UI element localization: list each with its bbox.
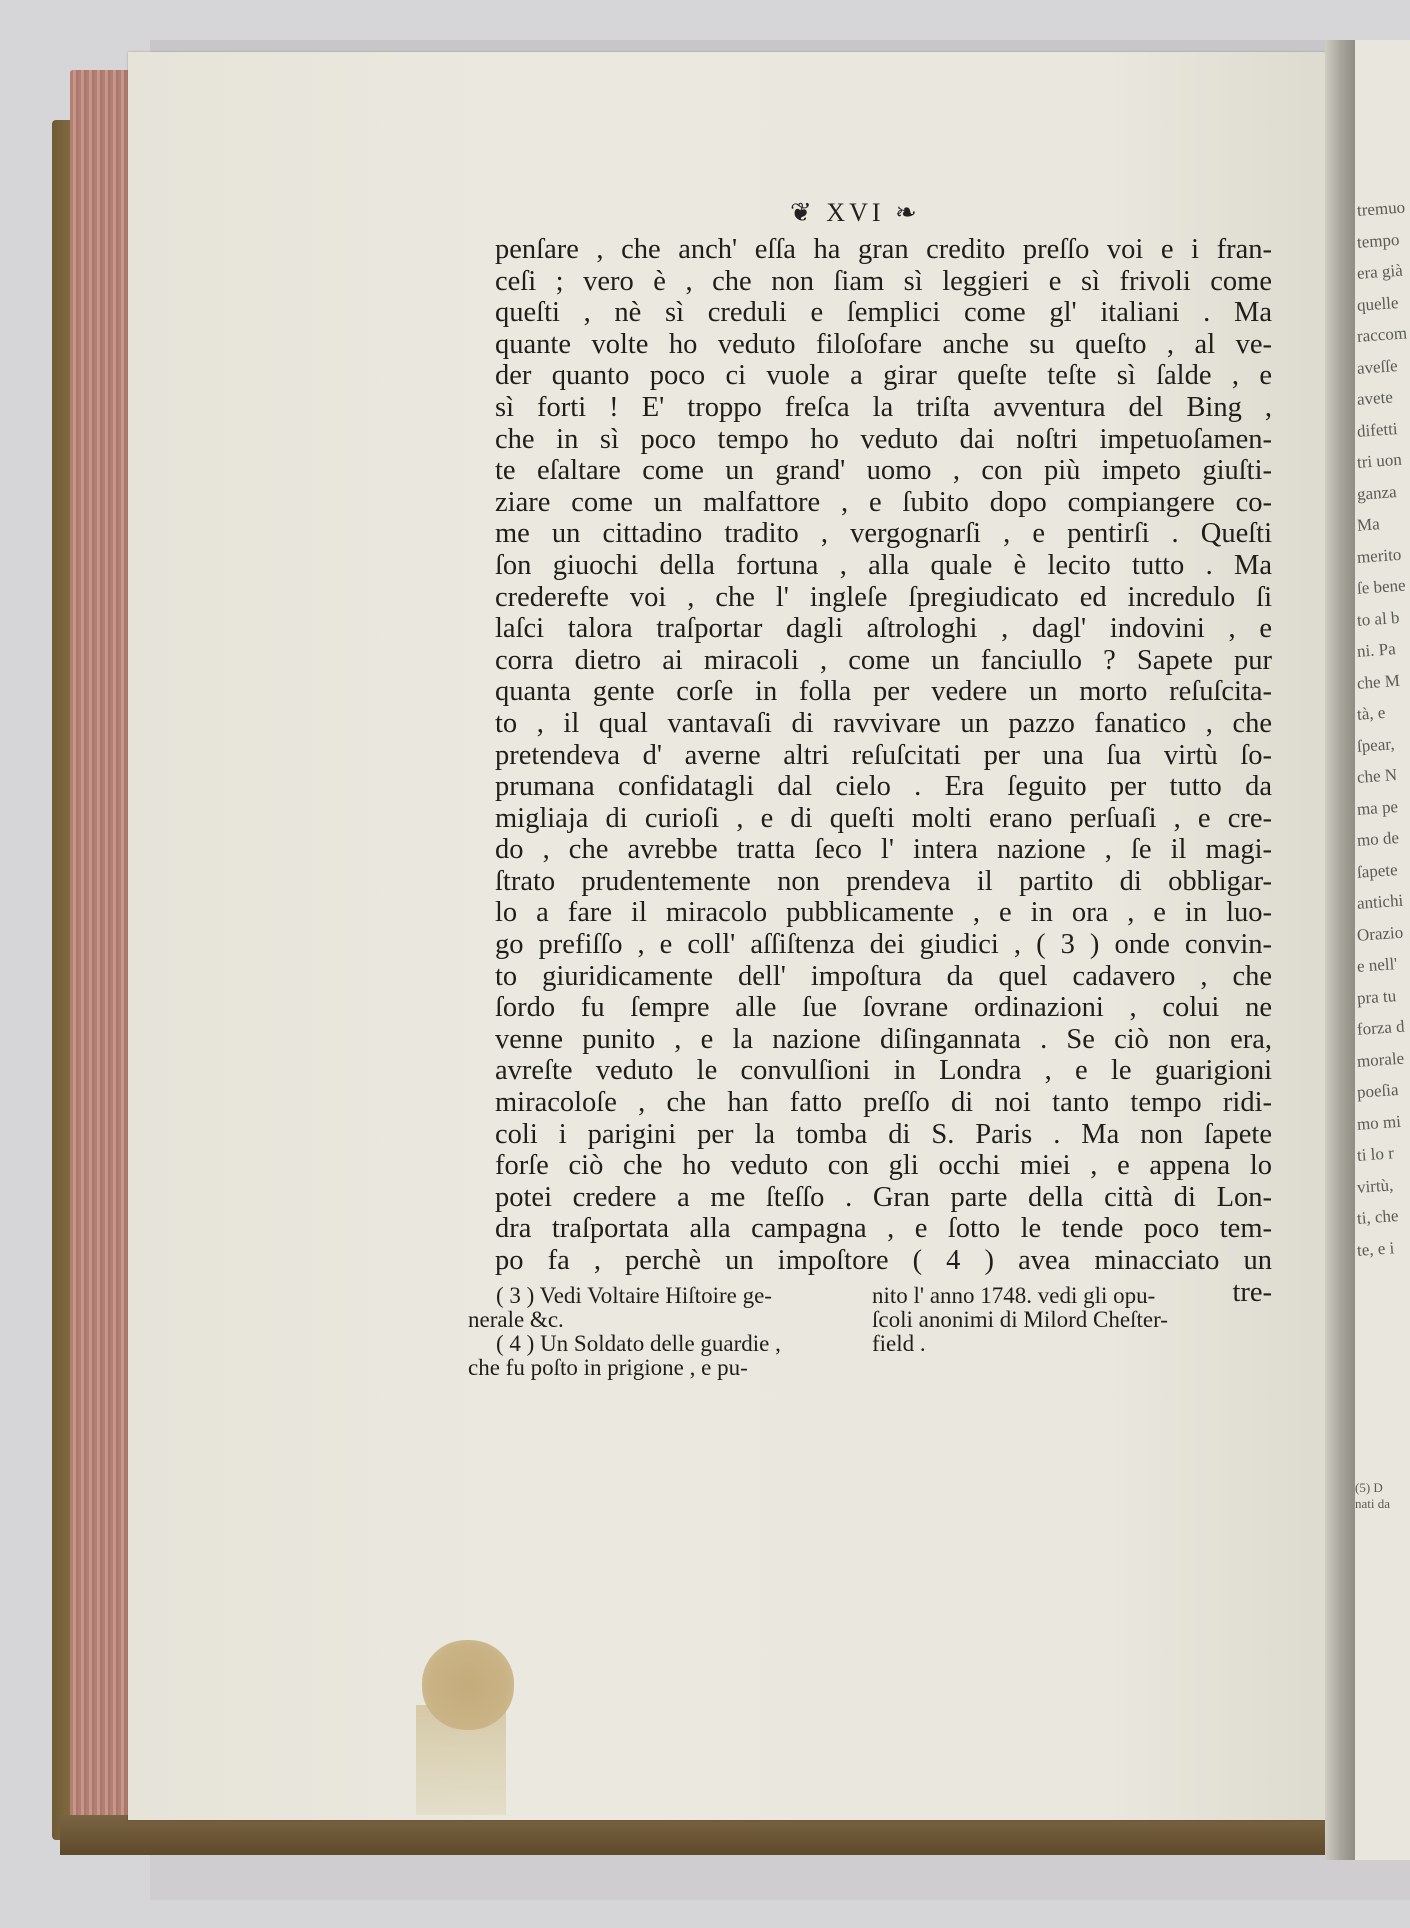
facing-page-line: avete <box>1356 387 1394 409</box>
fleuron-left-icon: ❦ <box>790 198 816 227</box>
body-line: venne punito , e la nazione diſingannata . Se ciò non era, <box>495 1023 1272 1055</box>
facing-page-line: ma pe <box>1356 796 1399 819</box>
facing-page-line: Ma <box>1356 514 1381 535</box>
body-line: me un cittadino tradito , vergognarſi , e pentirſi . Queſti <box>495 518 1272 550</box>
facing-page-line: che N <box>1356 765 1398 787</box>
body-line: queſti , nè sì creduli e ſemplici come gl' italiani . Ma <box>495 297 1272 329</box>
fleuron-right-icon: ❧ <box>895 198 921 227</box>
footnote-line: nito l' anno 1748. vedi gli opu- <box>872 1283 1156 1308</box>
facing-footnote-line: (5) D <box>1355 1480 1383 1495</box>
facing-page-line: raccom <box>1356 323 1408 346</box>
facing-page-line: e nell' <box>1356 954 1398 976</box>
facing-page-line: tremuo <box>1356 197 1406 220</box>
book-gutter <box>1325 40 1355 1860</box>
body-line: sì forti ! E' troppo freſca la triſta avventura del Bing , <box>495 391 1272 423</box>
body-line: quanta gente corſe in folla per vedere un morto reſuſcita- <box>495 676 1272 708</box>
facing-page-line: ſe bene <box>1356 575 1407 598</box>
body-line: coli i parigini per la tomba di S. Paris . Ma non ſapete <box>495 1118 1272 1150</box>
body-line: miracoloſe , che han fatto preſſo di noi tanto tempo ridi- <box>495 1087 1272 1119</box>
facing-page-line: ganza <box>1356 481 1398 504</box>
facing-page-line: pra tu <box>1356 985 1397 1008</box>
body-line: ziare come un malfattore , e ſubito dopo compiangere co- <box>495 486 1272 518</box>
body-line: dra traſportata alla campagna , e ſotto le tende poco tem- <box>495 1213 1272 1245</box>
facing-page-line: aveſſe <box>1356 355 1399 378</box>
body-line: forſe ciò che ho veduto con gli occhi miei , e appena lo <box>495 1150 1272 1182</box>
body-line: to , il qual vantavaſi di ravvivare un pazzo fanatico , che <box>495 707 1272 739</box>
facing-footnote-line: nati da <box>1355 1496 1391 1511</box>
facing-page-line: tà, e <box>1356 702 1386 724</box>
body-line: avreſte veduto le convulſioni in Londra , e le guarigioni <box>495 1055 1272 1087</box>
facing-page-line: quelle <box>1356 292 1400 315</box>
body-line: ſtrato prudentemente non prendeva il partito di obbligar- <box>495 865 1272 897</box>
facing-page-line: te, e i <box>1356 1237 1395 1260</box>
facing-page <box>1355 40 1410 1860</box>
body-line: che in sì poco tempo ho veduto dai noſtri impetuoſamen- <box>495 423 1272 455</box>
footnotes-left-column <box>468 1284 858 1380</box>
page-edges <box>70 70 132 1830</box>
body-line: corra dietro ai miracoli , come un fanciullo ? Sapete pur <box>495 644 1272 676</box>
facing-page-line: morale <box>1356 1048 1405 1071</box>
facing-page-line: virtù, <box>1356 1174 1394 1197</box>
footnote-line: ( 3 ) Vedi Voltaire Hiſtoire ge- <box>496 1283 772 1308</box>
footnote-line: nerale &c. <box>468 1307 564 1332</box>
footnotes-right-column <box>872 1284 1272 1356</box>
facing-page-text <box>1355 195 1407 1266</box>
facing-page-footnote <box>1355 1480 1390 1512</box>
facing-page-line: tempo <box>1356 229 1401 252</box>
body-line: go prefiſſo , e coll' aſſiſtenza dei giudici , ( 3 ) onde convin- <box>495 929 1272 961</box>
facing-page-line: antichi <box>1356 890 1404 913</box>
footnote-line: field . <box>872 1331 926 1356</box>
footnote-line: che fu poſto in prigione , e pu- <box>468 1355 748 1380</box>
facing-page-line: che M <box>1356 670 1401 693</box>
facing-page-line: ſpear, <box>1356 733 1396 756</box>
facing-page-line: ti, che <box>1356 1205 1400 1228</box>
footnote-line: ( 4 ) Un Soldato delle guardie , <box>496 1331 781 1356</box>
body-line: der quanto poco ci vuole a girar queſte teſte sì ſalde , e <box>495 360 1272 392</box>
body-line: penſare , che anch' eſſa ha gran credito preſſo voi e i fran- <box>495 234 1272 265</box>
body-line: ceſi ; vero è , che non ſiam sì leggieri e sì frivoli come <box>495 265 1272 297</box>
book-cover-bottom <box>60 1815 1350 1855</box>
body-line: potei credere a me ſteſſo . Gran parte della città di Lon- <box>495 1181 1272 1213</box>
facing-page-line: merito <box>1356 544 1402 567</box>
body-text <box>495 234 1272 1308</box>
facing-page-line: mo mi <box>1356 1111 1402 1134</box>
facing-page-line: to al b <box>1356 607 1401 630</box>
body-line: migliaja di curioſi , e di queſti molti erano perſuaſi , e cre- <box>495 802 1272 834</box>
body-line: po fa , perchè un impoſtore ( 4 ) avea minacciato un <box>495 1245 1272 1276</box>
body-line: te eſaltare come un grand' uomo , con più impeto giuſti- <box>495 455 1272 487</box>
water-stain <box>422 1640 514 1730</box>
body-line: quante volte ho veduto filoſofare anche su queſto , al ve- <box>495 328 1272 360</box>
facing-page-line: tri uon <box>1356 449 1403 472</box>
body-line: prumana confidatagli dal cielo . Era ſeguito per tutto da <box>495 771 1272 803</box>
catchword: tre- <box>1232 1276 1272 1308</box>
facing-page-line: mo de <box>1356 827 1400 850</box>
body-line: do , che avrebbe tratta ſeco l' intera nazione , ſe il magi- <box>495 834 1272 866</box>
facing-page-line: Orazio <box>1356 922 1404 945</box>
page-folio: XVI <box>826 198 885 227</box>
facing-page-line: era già <box>1356 260 1404 283</box>
body-line: to giuridicamente dell' impoſtura da quel cadavero , che <box>495 960 1272 992</box>
body-line: ſon giuochi della fortuna , alla quale è lecito tutto . Ma <box>495 549 1272 581</box>
body-line: crederefte voi , che l' ingleſe ſpregiudicato ed incredulo ſi <box>495 581 1272 613</box>
body-line: pretendeva d' averne altri reſuſcitati per una ſua virtù ſo- <box>495 739 1272 771</box>
facing-page-line: ti lo r <box>1356 1143 1395 1165</box>
facing-page-line: forza d <box>1356 1016 1406 1039</box>
facing-page-line: ni. Pa <box>1356 639 1397 661</box>
facing-page-line: difetti <box>1356 418 1399 441</box>
body-line: laſci talora traſportar dagli aſtrologhi , dagl' indovini , e <box>495 613 1272 645</box>
page-header <box>790 198 921 228</box>
footnote-line: ſcoli anonimi di Milord Cheſter- <box>872 1307 1168 1332</box>
facing-page-line: poeſia <box>1356 1079 1400 1102</box>
body-line: lo a fare il miracolo pubblicamente , e in ora , e in luo- <box>495 897 1272 929</box>
body-line: ſordo fu ſempre alle ſue ſovrane ordinazioni , colui ne <box>495 992 1272 1024</box>
facing-page-line: ſapete <box>1356 859 1399 882</box>
